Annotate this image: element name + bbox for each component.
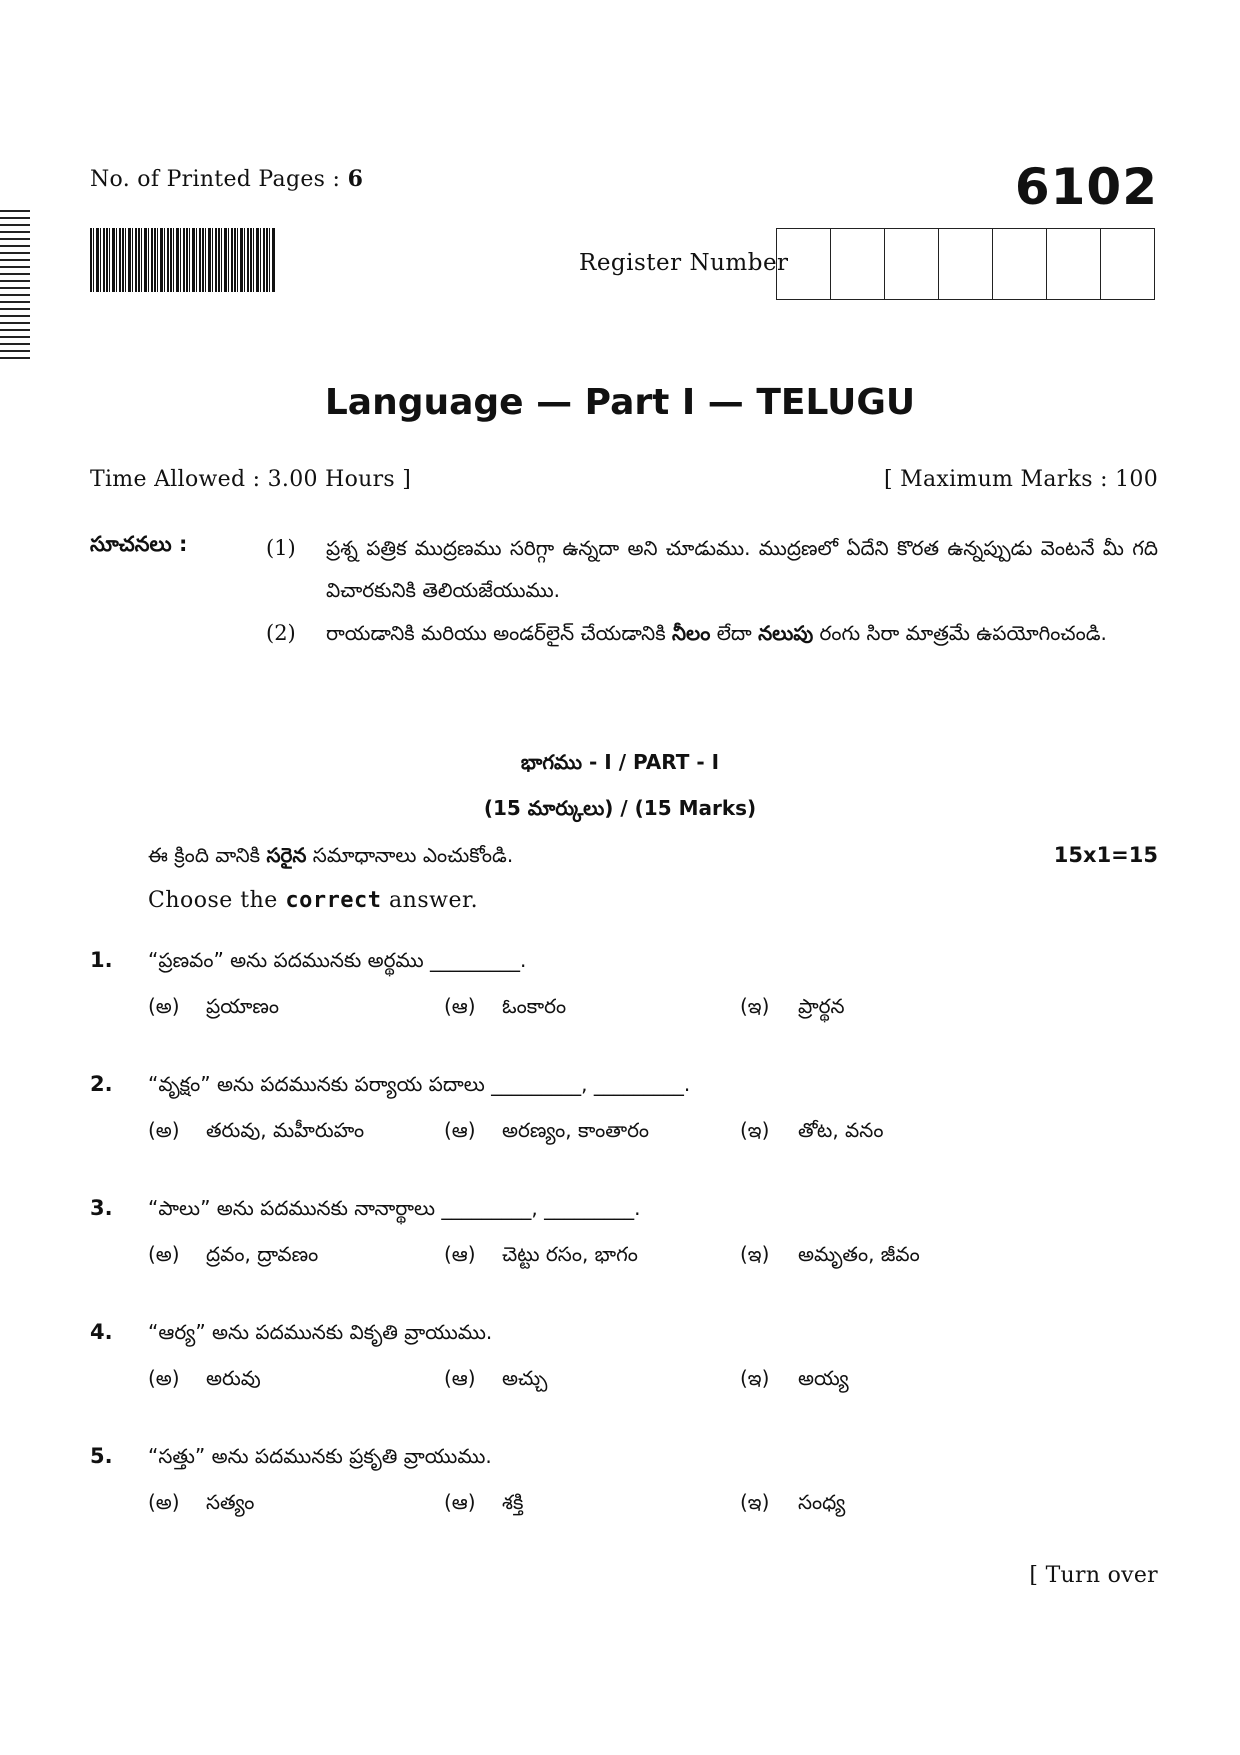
option: (అ) ప్రయాణం	[148, 994, 280, 1018]
option: (ఇ) అయ్య	[740, 1366, 849, 1390]
option: (ఆ) ఓంకారం	[444, 994, 567, 1018]
question-text: “వృక్షం” అను పదమునకు పర్యాయ పదాలు _________, _________.	[148, 1072, 691, 1096]
marks-scheme: 15x1=15	[1053, 843, 1158, 867]
question-number: 1.	[90, 948, 113, 972]
option: (అ) తరువు, మహీరుహం	[148, 1118, 365, 1142]
option: (ఆ) శక్తి	[444, 1490, 524, 1514]
turn-over-note: [ Turn over	[1029, 1563, 1158, 1588]
question-text: “ప్రణవం” అను పదమునకు అర్థము _________.	[148, 948, 527, 972]
question-text: “సత్తు” అను పదమునకు ప్రకృతి వ్రాయుము.	[148, 1444, 492, 1468]
instruction-number: (2)	[266, 621, 296, 645]
part-marks: (15 మార్కులు) / (15 Marks)	[483, 796, 757, 820]
paper-code: 6102	[1014, 158, 1158, 216]
time-allowed: Time Allowed : 3.00 Hours ]	[90, 467, 412, 492]
register-digit-box	[831, 229, 885, 299]
option: (అ) అరువు	[148, 1366, 261, 1390]
register-number-boxes	[776, 228, 1155, 300]
question-number: 3.	[90, 1196, 113, 1220]
instruction-text: ప్రశ్న పత్రిక ముద్రణము సరిగ్గా ఉన్నదా అని చూడుము. ముద్రణలో ఏదేని కొరత ఉన్నప్పుడు వెంటనే మీ గది విచారకునికి తెలియజేయుము.	[326, 536, 1158, 602]
question-text: “ఆర్య” అను పదమునకు వికృతి వ్రాయుము.	[148, 1320, 493, 1344]
instruction-item	[266, 612, 1158, 654]
option: (ఇ) ప్రార్థన	[740, 994, 845, 1018]
instructions-heading: సూచనలు :	[90, 532, 188, 556]
register-digit-box	[777, 229, 831, 299]
question-text: “పాలు” అను పదమునకు నానార్థాలు _________, _________.	[148, 1196, 641, 1220]
printed-pages: No. of Printed Pages : 6	[90, 166, 364, 192]
section-direction-english: Choose the correct answer.	[148, 888, 479, 913]
option: (ఆ) అచ్చు	[444, 1366, 548, 1390]
option: (అ) ద్రవం, ద్రావణం	[148, 1242, 319, 1266]
register-digit-box	[939, 229, 993, 299]
exam-title: Language — Part I — TELUGU	[324, 382, 916, 423]
maximum-marks: [ Maximum Marks : 100	[883, 467, 1158, 492]
instruction-number: (1)	[266, 536, 296, 560]
question-number: 4.	[90, 1320, 113, 1344]
option: (ఇ) సంధ్య	[740, 1490, 846, 1514]
instruction-item	[266, 527, 1158, 611]
register-number-label: Register Number	[579, 250, 789, 276]
question-number: 5.	[90, 1444, 113, 1468]
register-digit-box	[1047, 229, 1101, 299]
register-digit-box	[1101, 229, 1154, 299]
edge-registration-marks	[0, 210, 30, 360]
option: (ఆ) చెట్టు రసం, భాగం	[444, 1242, 638, 1266]
question-number: 2.	[90, 1072, 113, 1096]
register-digit-box	[993, 229, 1047, 299]
option: (ఇ) తోట, వనం	[740, 1118, 884, 1142]
section-direction: ఈ క్రింది వానికి సరైన సమాధానాలు ఎంచుకోండి.	[148, 843, 514, 867]
option: (ఆ) అరణ్యం, కాంతారం	[444, 1118, 650, 1142]
register-digit-box	[885, 229, 939, 299]
barcode	[90, 228, 275, 292]
instruction-text: రాయడానికి మరియు అండర్‌లైన్ చేయడానికి నీలం లేదా నలుపు రంగు సిరా మాత్రమే ఉపయోగించండి.	[326, 621, 1107, 645]
option: (ఇ) అమృతం, జీవం	[740, 1242, 920, 1266]
part-heading: భాగము - I / PART - I	[520, 750, 720, 774]
option: (అ) సత్యం	[148, 1490, 255, 1514]
